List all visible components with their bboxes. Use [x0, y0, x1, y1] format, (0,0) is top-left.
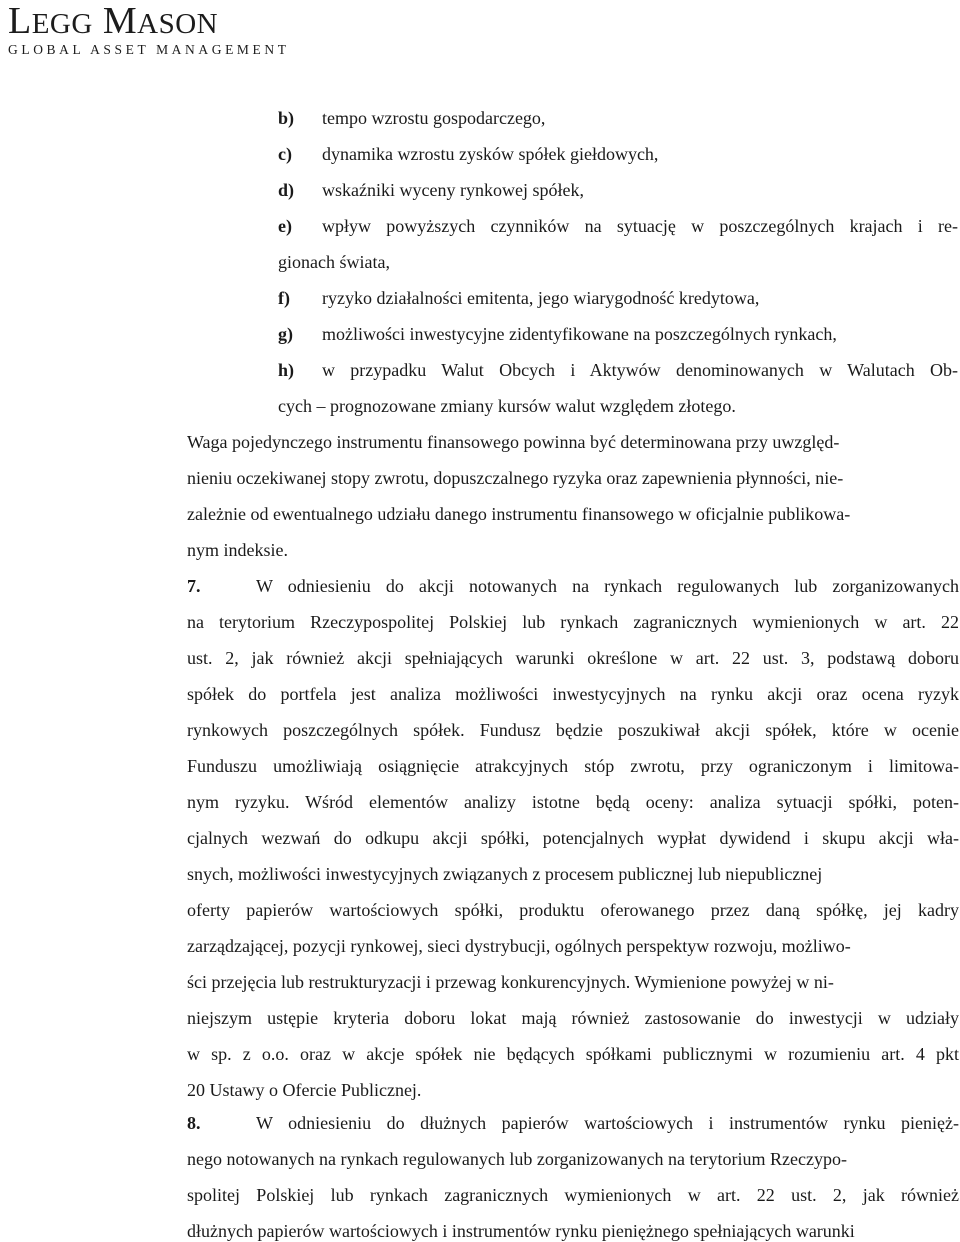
paragraph-line: niejszym ustępie kryteria doboru lokat mają również zastosowanie do inwestycji w udziały	[187, 1008, 959, 1028]
paragraph-line: snych, możliwości inwestycyjnych związanych z procesem publicznej lub niepublicznej	[187, 864, 823, 884]
logo-wordmark: LEGG MASON	[8, 0, 219, 42]
paragraph-line: nego notowanych na rynkach regulowanych lub zorganizowanych na terytorium Rzeczypo-	[187, 1149, 847, 1169]
paragraph-line: nym indeksie.	[187, 540, 288, 560]
paragraph-line: rynkowych poszczególnych spółek. Fundusz będzie poszukiwał akcji spółek, które w ocenie	[187, 720, 959, 740]
list-item-label: b)	[278, 108, 295, 128]
list-item-text: tempo wzrostu gospodarczego,	[322, 108, 546, 128]
legg-mason-logo	[8, 0, 290, 58]
list-item-label: f)	[278, 288, 290, 308]
list-item	[0, 143, 960, 165]
list-item	[0, 359, 960, 381]
paragraph-line: spolitej Polskiej lub rynkach zagranicznych wymienionych w art. 22 ust. 2, jak również	[187, 1185, 959, 1205]
paragraph-line: zarządzającej, pozycji rynkowej, sieci dystrybucji, ogólnych perspektyw rozwoju, możliwo-	[187, 936, 851, 956]
paragraph-line: ści przejęcia lub restrukturyzacji i przewag konkurencyjnych. Wymienione powyżej w ni-	[187, 972, 834, 992]
paragraph-line: Funduszu umożliwiają osiągnięcie atrakcyjnych stóp zwrotu, przy ograniczonym i limitowa-	[187, 756, 959, 776]
paragraph-line: dłużnych papierów wartościowych i instrumentów rynku pieniężnego spełniających warunki	[187, 1221, 855, 1241]
list-item-continuation: gionach świata,	[278, 252, 390, 272]
paragraph-line: 20 Ustawy o Ofercie Publicznej.	[187, 1080, 422, 1100]
section-number: 7.	[187, 576, 201, 596]
paragraph-line: Waga pojedynczego instrumentu finansowego powinna być determinowana przy uwzględ-	[187, 432, 840, 452]
list-item-label: c)	[278, 144, 292, 164]
list-item-text: w przypadku Walut Obcych i Aktywów denominowanych w Walutach Ob-	[322, 360, 958, 380]
list-item	[0, 287, 960, 309]
list-item-label: d)	[278, 180, 295, 200]
logo-tagline: GLOBAL ASSET MANAGEMENT	[8, 42, 290, 57]
list-item-label: h)	[278, 360, 295, 380]
list-item-text: wpływ powyższych czynników na sytuację w poszczególnych krajach i re-	[322, 216, 958, 236]
paragraph-line: spółek do portfela jest analiza możliwości inwestycyjnych na rynku akcji oraz ocena ryzyk	[187, 684, 959, 704]
list-item-label: e)	[278, 216, 292, 236]
list-item-text: wskaźniki wyceny rynkowej spółek,	[322, 180, 584, 200]
list-item-text: ryzyko działalności emitenta, jego wiarygodność kredytowa,	[322, 288, 760, 308]
section-number: 8.	[187, 1113, 201, 1133]
list-item	[0, 215, 960, 237]
list-item	[0, 107, 960, 129]
paragraph-line: W odniesieniu do akcji notowanych na rynkach regulowanych lub zorganizowanych	[256, 576, 959, 596]
list-item-label: g)	[278, 324, 293, 344]
paragraph-line: W odniesieniu do dłużnych papierów wartościowych i instrumentów rynku pienięż-	[256, 1113, 959, 1133]
list-item-text: dynamika wzrostu zysków spółek giełdowych,	[322, 144, 659, 164]
paragraph-line: ust. 2, jak również akcji spełniających warunki określone w art. 22 ust. 3, podstawą doboru	[187, 648, 959, 668]
list-item	[0, 179, 960, 201]
paragraph-line: oferty papierów wartościowych spółki, produktu oferowanego przez daną spółkę, jej kadry	[187, 900, 959, 920]
paragraph-line: zależnie od ewentualnego udziału danego instrumentu finansowego w oficjalnie publikowa-	[187, 504, 851, 524]
paragraph-line: na terytorium Rzeczypospolitej Polskiej lub rynkach zagranicznych wymienionych w art. 22	[187, 612, 959, 632]
paragraph-line: nieniu oczekiwanej stopy zwrotu, dopuszczalnego ryzyka oraz zapewnienia płynności, nie-	[187, 468, 844, 488]
paragraph-line: nym ryzyku. Wśród elementów analizy istotne będą oceny: analiza sytuacji spółki, poten-	[187, 792, 959, 812]
paragraph-line: w sp. z o.o. oraz w akcje spółek nie będących spółkami publicznymi w rozumieniu art. 4 pkt	[187, 1044, 959, 1064]
list-item-continuation: cych – prognozowane zmiany kursów walut względem złotego.	[278, 396, 736, 416]
list-item	[0, 323, 960, 345]
list-item-text: możliwości inwestycyjne zidentyfikowane na poszczególnych rynkach,	[322, 324, 837, 344]
paragraph-line: cjalnych wezwań do odkupu akcji spółki, potencjalnych wypłat dywidend i skupu akcji wła-	[187, 828, 959, 848]
